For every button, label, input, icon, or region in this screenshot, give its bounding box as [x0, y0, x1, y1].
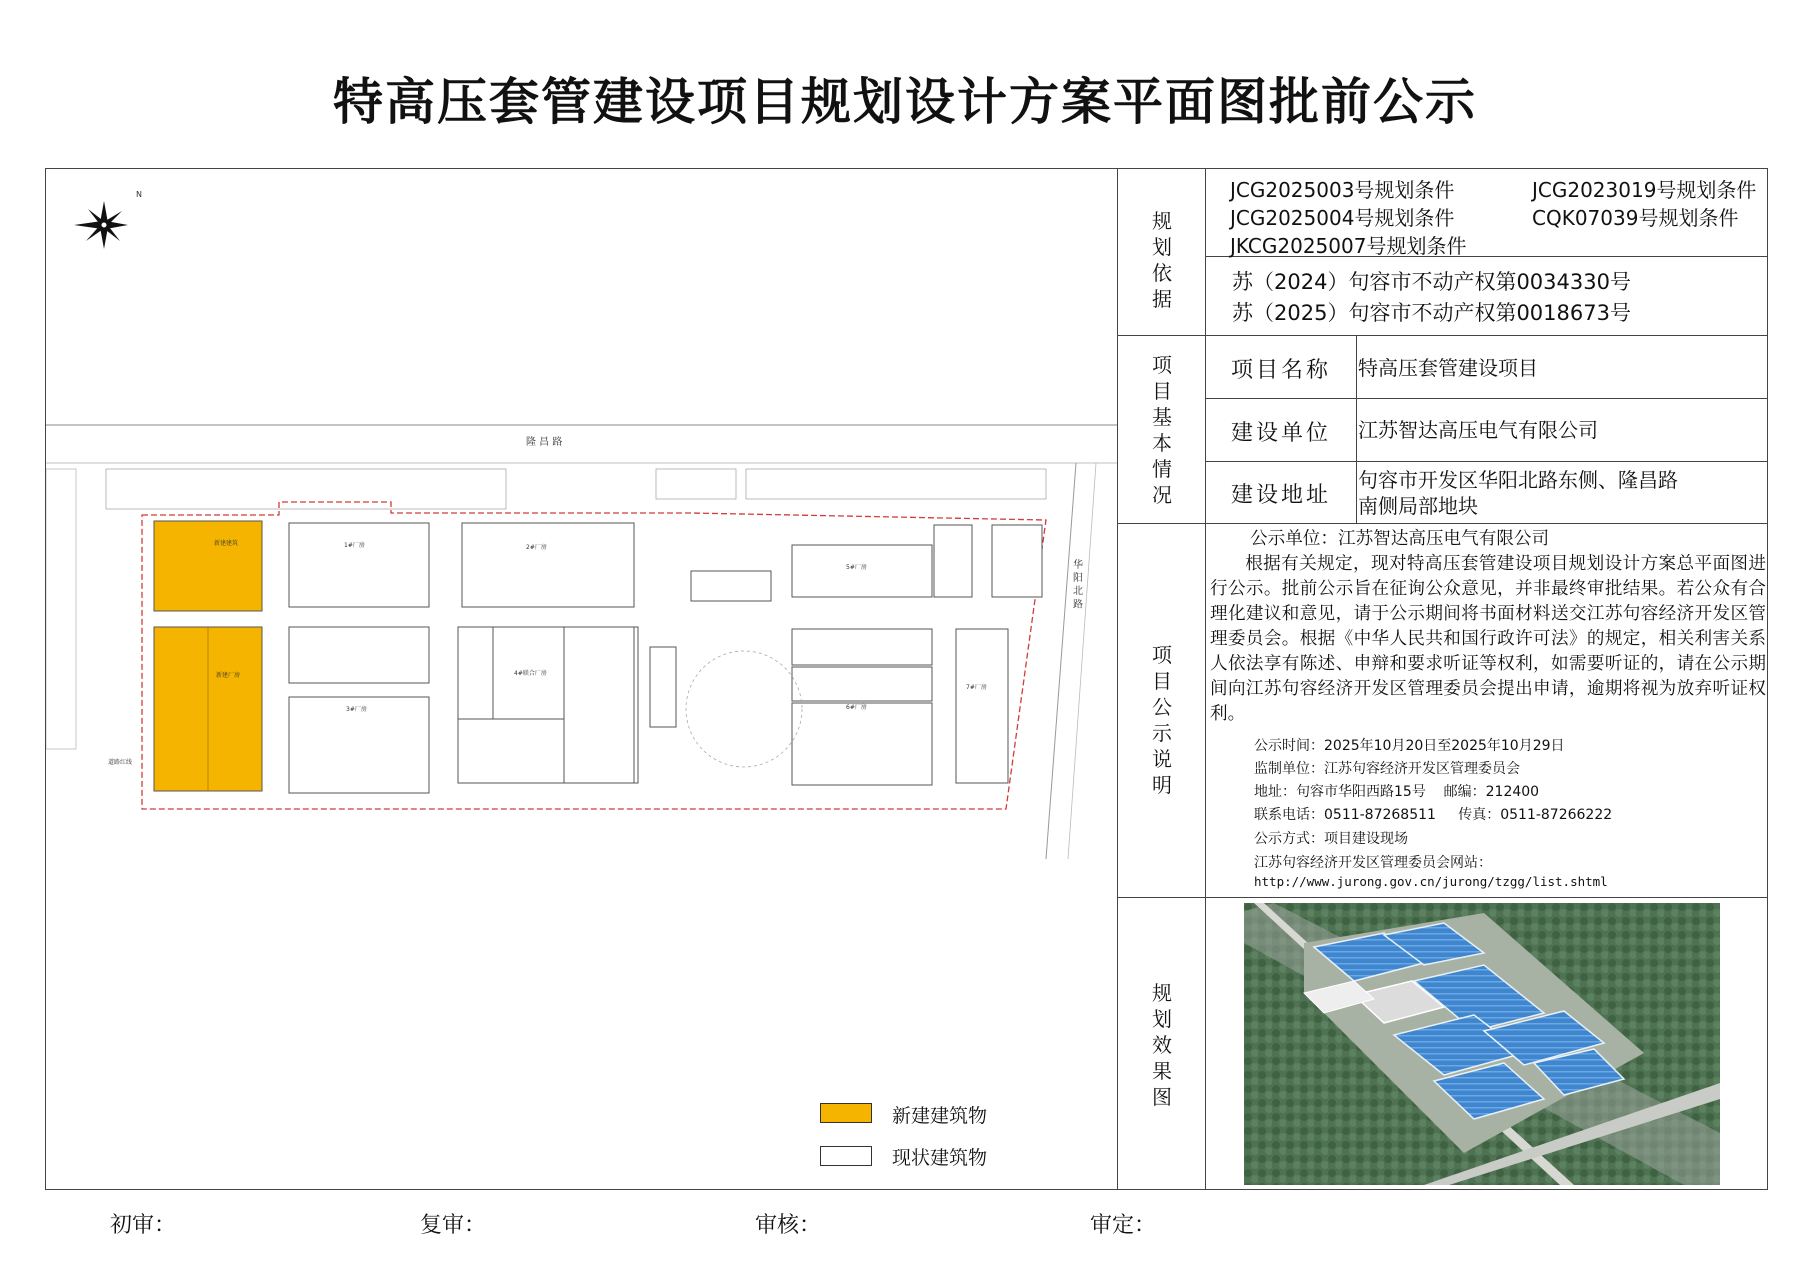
section-label-info: 项目基本情况 [1152, 353, 1172, 507]
existing-building [792, 703, 932, 785]
construction-address-label: 建设地址 [1230, 483, 1331, 508]
divider [1118, 335, 1768, 336]
planning-condition: JCG2023019号规划条件 [1532, 178, 1757, 202]
construction-address-value: 句容市开发区华阳北路东侧、隆昌路 南侧局部地块 [1358, 468, 1678, 518]
existing-building [691, 571, 771, 601]
svg-text:新建厂房: 新建厂房 [216, 672, 241, 679]
planning-condition: CQK07039号规划条件 [1532, 206, 1739, 230]
construction-unit-value: 江苏智达高压电气有限公司 [1358, 418, 1598, 442]
existing-building [564, 627, 634, 783]
divider [1118, 523, 1768, 524]
notice-time: 公示时间：2025年10月20日至2025年10月29日 [1254, 738, 1565, 754]
road-label-east: 华 阳 北 路 [1070, 559, 1082, 609]
svg-text:7#厂房: 7#厂房 [966, 684, 987, 691]
existing-building [289, 523, 429, 607]
legend-swatch-new [820, 1103, 872, 1123]
project-name-value: 特高压套管建设项目 [1358, 356, 1538, 380]
property-certificate: 苏（2024）句容市不动产权第0034330号 [1232, 270, 1631, 294]
signature-first-review: 初审： [110, 1213, 177, 1238]
planning-condition: JCG2025004号规划条件 [1230, 206, 1455, 230]
existing-building [462, 523, 634, 607]
notice-publisher: 公示单位：江苏智达高压电气有限公司 [1250, 529, 1550, 549]
new-building [154, 521, 262, 611]
construction-unit-label: 建设单位 [1230, 421, 1331, 446]
section-label-render: 规划效果图 [1152, 981, 1172, 1109]
divider [1206, 398, 1768, 399]
notice-website-link[interactable]: http://www.jurong.gov.cn/jurong/tzgg/list.shtml [1254, 874, 1608, 889]
property-certificate: 苏（2025）句容市不动产权第0018673号 [1232, 301, 1631, 325]
svg-text:N: N [136, 190, 142, 199]
notice-website-label: 江苏句容经济开发区管理委员会网站： [1254, 855, 1492, 871]
existing-building [650, 647, 676, 727]
svg-text:2#厂房: 2#厂房 [526, 544, 547, 551]
legend-label-existing: 现状建筑物 [892, 1147, 988, 1169]
road-label-north: 隆 昌 路 [526, 437, 563, 448]
divider [1356, 335, 1357, 523]
signature-second-review: 复审： [420, 1213, 487, 1238]
section-label-basis: 规划依据 [1152, 209, 1172, 311]
existing-building [792, 629, 932, 665]
existing-building [792, 667, 932, 701]
planning-condition: JCG2025003号规划条件 [1230, 178, 1455, 202]
notice-body: 根据有关规定，现对特高压套管建设项目规划设计方案总平面图进行公示。批前公示旨在征询公众意见，并非最终审批结果。若公众有合理化建议和意见，请于公示期间将书面材料送交江苏句容经济开发区管理委员会。根据《中华人民共和国行政许可法》的规定，相关利害关系人依法享有陈述、申辩和要求听证等权利，如需要听证的，请在公示期间向江苏句容经济开发区管理委员会提出申请，逾期将视为放弃听证权利。 [1210, 554, 1766, 724]
svg-text:4#联合厂房: 4#联合厂房 [514, 670, 547, 677]
divider [1118, 897, 1768, 898]
site-plan-drawing [46, 169, 1117, 1189]
svg-text:3#厂房: 3#厂房 [346, 706, 367, 713]
project-name-label: 项目名称 [1230, 358, 1331, 383]
signature-audit: 审核： [755, 1213, 822, 1238]
legend-swatch-existing [820, 1146, 872, 1166]
legend-label-new: 新建建筑物 [892, 1105, 988, 1127]
notice-text [1210, 527, 1766, 727]
svg-text:道路红线: 道路红线 [108, 759, 133, 766]
page-title: 特高压套管建设项目规划设计方案平面图批前公示 [333, 73, 1477, 131]
notice-supervisor: 监制单位：江苏句容经济开发区管理委员会 [1254, 761, 1520, 777]
svg-text:1#厂房: 1#厂房 [344, 542, 365, 549]
north-arrow-icon [74, 190, 142, 249]
signature-approval: 审定： [1090, 1213, 1157, 1238]
planning-condition: JKCG2025007号规划条件 [1230, 234, 1467, 258]
existing-building [934, 525, 972, 597]
existing-building [792, 545, 932, 597]
notice-method: 公示方式：项目建设现场 [1254, 831, 1408, 847]
svg-text:6#厂房: 6#厂房 [846, 704, 867, 711]
svg-text:5#厂房: 5#厂房 [846, 564, 867, 571]
existing-building [289, 627, 429, 683]
svg-text:新建建筑: 新建建筑 [214, 540, 239, 547]
section-label-notice: 项目公示说明 [1152, 643, 1172, 797]
existing-building [992, 525, 1042, 597]
existing-building [956, 629, 1008, 783]
divider [1206, 461, 1768, 462]
aerial-rendering-image [1244, 903, 1720, 1185]
notice-contact: 联系电话：0511-87268511 传真：0511-87266222 [1254, 807, 1613, 823]
notice-address: 地址：句容市华阳西路15号 邮编：212400 [1254, 784, 1540, 800]
